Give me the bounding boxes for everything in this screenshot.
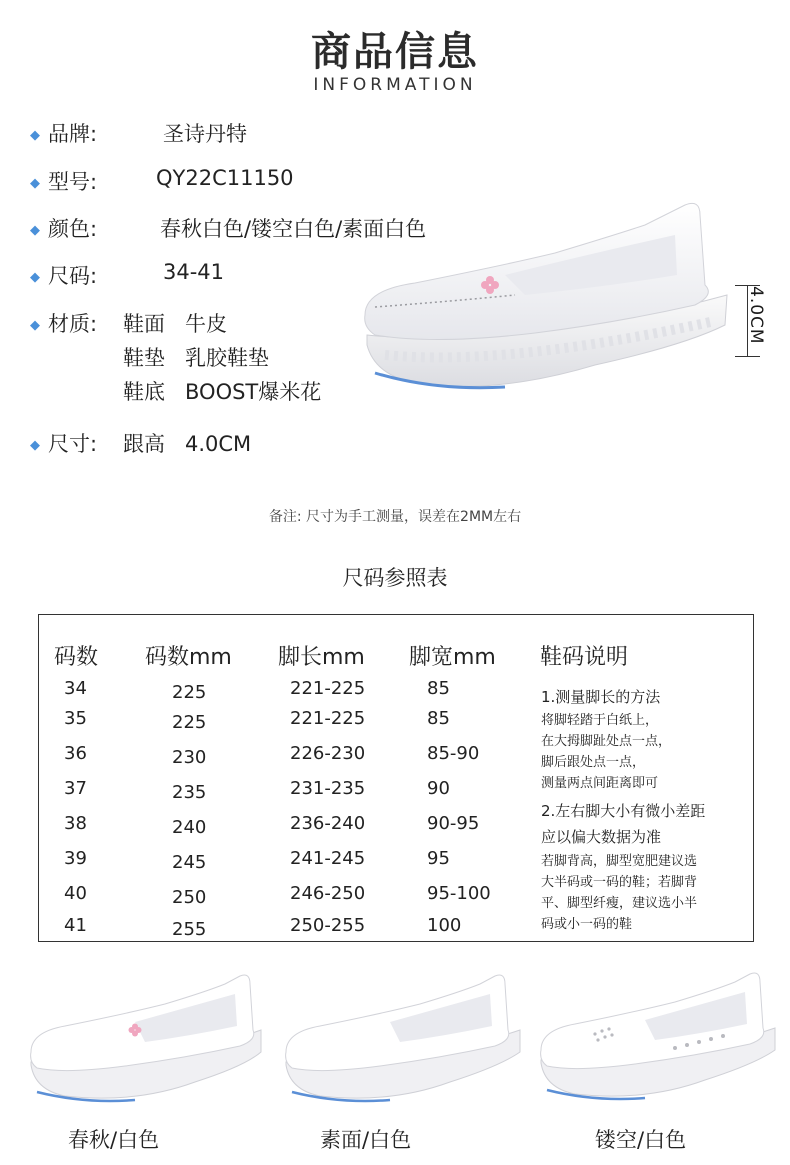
variant-caption: 镂空/白色: [595, 1128, 687, 1152]
diamond-bullet-icon: ◆: [30, 317, 40, 333]
table-cell: 231-235: [290, 778, 366, 799]
size-note-3-line: 码或小一码的鞋: [541, 917, 633, 932]
table-cell: 85: [427, 678, 450, 699]
table-cell: 39: [64, 848, 87, 869]
size-note-3-line: 平、脚型纤瘦，建议选小半: [541, 896, 698, 911]
table-cell: 250-255: [290, 915, 366, 936]
table-cell: 90-95: [427, 813, 480, 834]
spec-brand: [30, 118, 247, 148]
size-note-1-line: 脚后跟处点一点，: [541, 755, 646, 770]
diamond-bullet-icon: ◆: [30, 437, 40, 453]
size-note-1-title: 1.测量脚长的方法: [541, 688, 661, 706]
material-line: 鞋面 牛皮: [123, 312, 227, 336]
table-cell: 38: [64, 813, 87, 834]
table-cell: 240: [172, 817, 207, 838]
page-title: 商品信息: [311, 29, 479, 75]
variant-shoe-flower-image: [25, 970, 265, 1110]
spec-label: 颜色:: [48, 217, 98, 241]
table-header: 码数: [54, 645, 99, 670]
spec-value: 34-41: [163, 260, 225, 284]
spec-size: [30, 260, 225, 290]
variant-shoe-perforated-image: [535, 968, 780, 1108]
spec-value: 春秋白色/镂空白色/素面白色: [160, 217, 427, 241]
table-cell: 85-90: [427, 743, 480, 764]
variant-caption: 素面/白色: [320, 1128, 412, 1152]
table-header: 码数mm: [145, 645, 232, 670]
spec-label: 尺码:: [48, 264, 98, 288]
table-cell: 36: [64, 743, 87, 764]
spec-label: 尺寸:: [48, 432, 98, 456]
diamond-bullet-icon: ◆: [30, 127, 40, 143]
table-cell: 225: [172, 712, 207, 733]
spec-material: [30, 308, 322, 404]
spec-label: 型号:: [48, 170, 98, 194]
size-note-2-title: 2.左右脚大小有微小差距: [541, 802, 706, 820]
table-cell: 90: [427, 778, 450, 799]
diamond-bullet-icon: ◆: [30, 222, 40, 238]
material-lines: [123, 308, 321, 410]
size-note-1-line: 在大拇脚趾处点一点，: [541, 734, 672, 749]
table-cell: 100: [427, 915, 462, 936]
table-cell: 95: [427, 848, 450, 869]
table-cell: 250: [172, 887, 207, 908]
spec-label: 材质:: [48, 312, 98, 336]
main-shoe-image: [355, 195, 730, 400]
material-line: 鞋底 BOOST爆米花: [123, 380, 322, 404]
spec-model: [30, 166, 294, 196]
size-note-1-line: 测量两点间距离即可: [541, 776, 659, 791]
dimension-label: 4.0CM: [746, 286, 766, 345]
table-cell: 34: [64, 678, 87, 699]
page-subtitle: INFORMATION: [313, 75, 477, 95]
spec-dimension: [30, 428, 252, 458]
spec-value: QY22C11150: [156, 166, 294, 190]
measurement-note: 备注: 尺寸为手工测量，误差在2MM左右: [268, 509, 522, 525]
table-cell: 235: [172, 782, 207, 803]
table-cell: 37: [64, 778, 87, 799]
table-header: 脚宽mm: [409, 645, 496, 670]
spec-color: [30, 213, 427, 243]
size-note-3-line: 若脚背高，脚型宽肥建议选: [541, 854, 698, 869]
material-line: 鞋垫 乳胶鞋垫: [123, 346, 269, 370]
table-cell: 95-100: [427, 883, 491, 904]
diamond-bullet-icon: ◆: [30, 175, 40, 191]
table-cell: 230: [172, 747, 207, 768]
dimension-bottom-tick: [735, 356, 760, 357]
size-note-2-sub: 应以偏大数据为准: [541, 828, 662, 846]
spec-value: 跟高 4.0CM: [123, 432, 252, 456]
table-cell: 245: [172, 852, 207, 873]
table-header: 鞋码说明: [540, 645, 629, 670]
diamond-bullet-icon: ◆: [30, 269, 40, 285]
table-cell: 236-240: [290, 813, 366, 834]
table-cell: 255: [172, 919, 207, 940]
table-cell: 221-225: [290, 708, 366, 729]
table-cell: 221-225: [290, 678, 366, 699]
spec-value: 圣诗丹特: [163, 122, 247, 146]
table-cell: 226-230: [290, 743, 366, 764]
table-cell: 85: [427, 708, 450, 729]
table-header: 脚长mm: [278, 645, 365, 670]
table-cell: 35: [64, 708, 87, 729]
table-cell: 40: [64, 883, 87, 904]
table-cell: 41: [64, 915, 87, 936]
variant-caption: 春秋/白色: [68, 1128, 160, 1152]
size-note-1-line: 将脚轻踏于白纸上，: [541, 713, 659, 728]
table-cell: 241-245: [290, 848, 366, 869]
size-note-3-line: 大半码或一码的鞋；若脚背: [541, 875, 698, 890]
spec-label: 品牌:: [48, 122, 98, 146]
table-cell: 246-250: [290, 883, 366, 904]
variant-shoe-plain-image: [280, 970, 525, 1110]
size-table-title: 尺码参照表: [342, 566, 448, 590]
table-cell: 225: [172, 682, 207, 703]
